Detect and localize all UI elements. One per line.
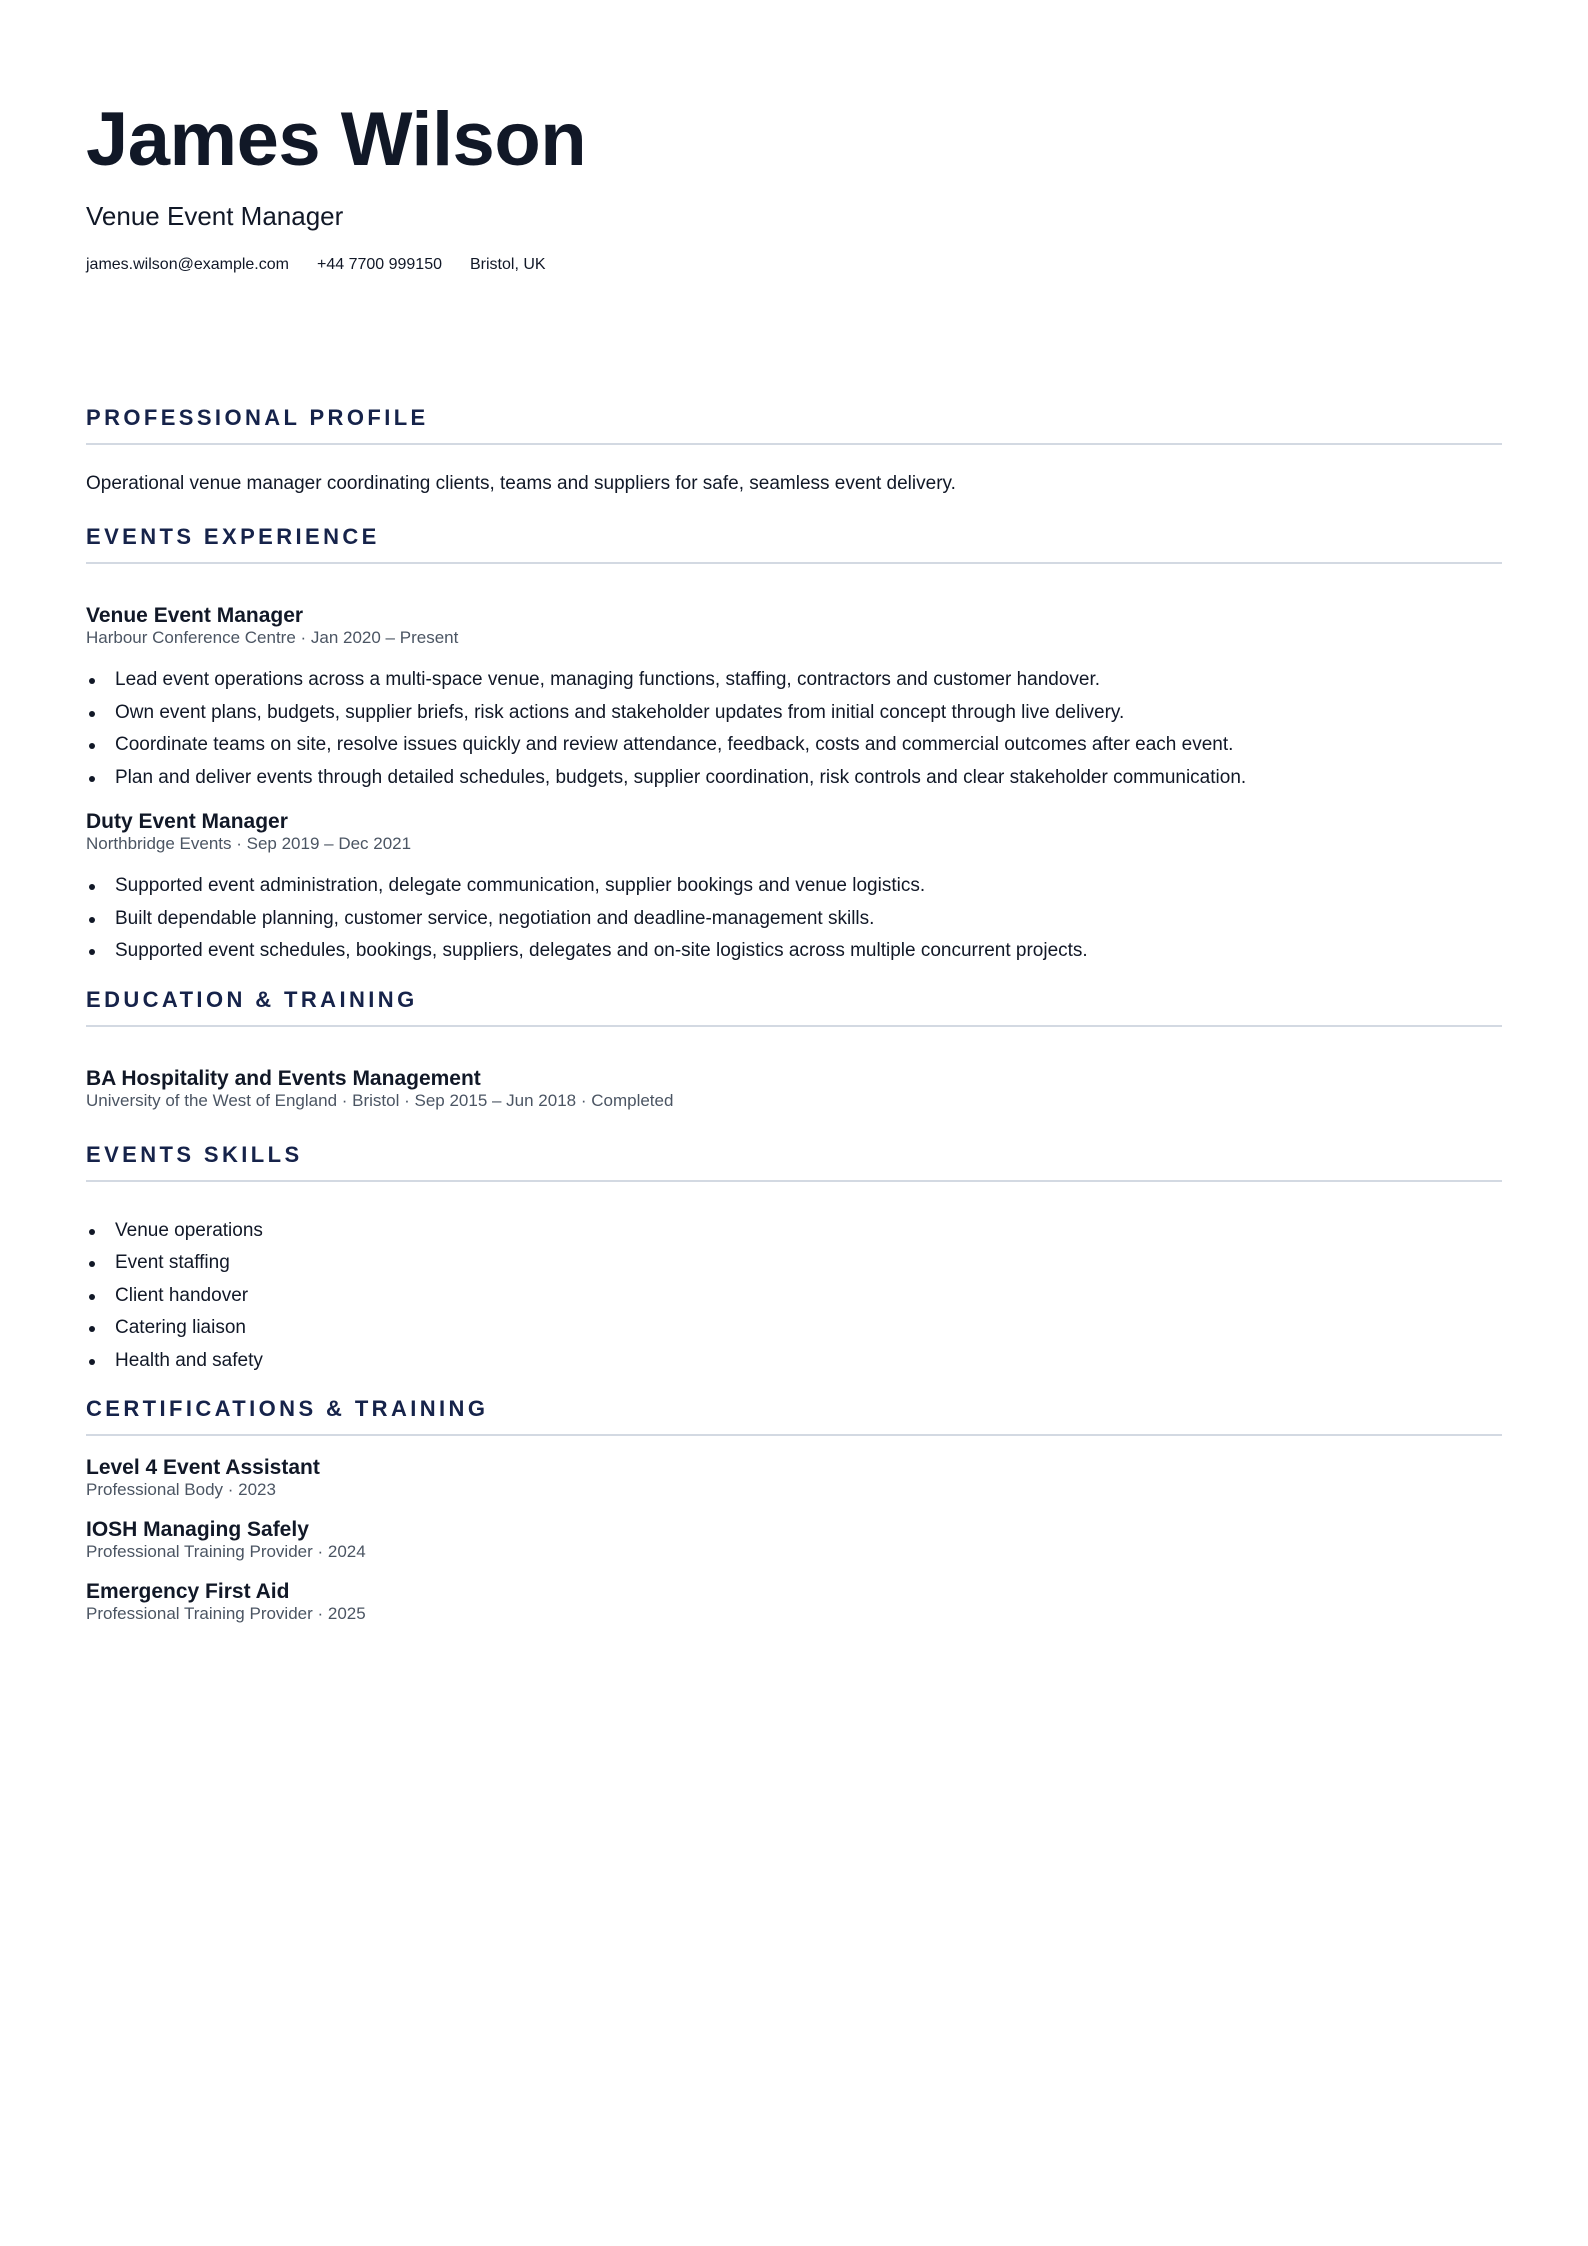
job-bullet: Supported event schedules, bookings, suppliers, delegates and on-site logistics across multiple concurrent projects. (86, 935, 1502, 968)
skill-item: Health and safety (86, 1345, 1502, 1378)
candidate-name: James Wilson (86, 97, 587, 182)
experience-heading: EVENTS EXPERIENCE (86, 523, 1502, 564)
skill-item: Catering liaison (86, 1312, 1502, 1345)
education-heading: EDUCATION & TRAINING (86, 986, 1502, 1027)
contact-phone: +44 7700 999150 (316, 256, 442, 273)
skills-heading: EVENTS SKILLS (86, 1141, 1502, 1182)
job-bullet: Built dependable planning, customer service, negotiation and deadline-management skills. (86, 903, 1502, 936)
candidate-role: Venue Event Manager (86, 201, 344, 231)
certifications-heading: CERTIFICATIONS & TRAINING (86, 1395, 1502, 1436)
education-meta: University of the West of England · Bristol · Sep 2015 – Jun 2018 · Completed (86, 1090, 674, 1110)
job-meta: Northbridge Events · Sep 2019 – Dec 2021 (86, 834, 412, 853)
resume-header (86, 96, 1502, 276)
job-bullet: Coordinate teams on site, resolve issues quickly and review attendance, feedback, costs and commercial outcomes after each event. (86, 729, 1502, 762)
certification-title: IOSH Managing Safely (86, 1518, 309, 1541)
profile-text: Operational venue manager coordinating clients, teams and suppliers for safe, seamless event delivery. (86, 473, 956, 494)
job-meta: Harbour Conference Centre · Jan 2020 – Present (86, 628, 459, 647)
certification-entry (86, 1580, 1502, 1624)
job-entry (86, 810, 1502, 968)
certification-meta: Professional Training Provider · 2025 (86, 1604, 366, 1623)
certifications-section (86, 1395, 1502, 1624)
job-title: Venue Event Manager (86, 604, 304, 627)
contact-email: james.wilson@example.com (86, 256, 289, 273)
skill-item: Client handover (86, 1280, 1502, 1313)
job-entry (86, 604, 1502, 794)
education-title: BA Hospitality and Events Management (86, 1066, 481, 1090)
skill-item: Event staffing (86, 1247, 1502, 1280)
certification-title: Emergency First Aid (86, 1580, 290, 1603)
job-bullets (86, 870, 1502, 968)
certification-meta: Professional Body · 2023 (86, 1480, 276, 1499)
experience-section (86, 523, 1502, 968)
skills-section (86, 1141, 1502, 1378)
job-bullet: Own event plans, budgets, supplier briefs, risk actions and stakeholder updates from initial concept through live delivery. (86, 697, 1502, 730)
skills-list (86, 1215, 1502, 1378)
job-bullet: Supported event administration, delegate communication, supplier bookings and venue logistics. (86, 870, 1502, 903)
certification-title: Level 4 Event Assistant (86, 1456, 320, 1479)
job-bullets (86, 664, 1502, 794)
certification-meta: Professional Training Provider · 2024 (86, 1542, 366, 1561)
certification-entry (86, 1456, 1502, 1500)
job-bullet: Lead event operations across a multi-space venue, managing functions, staffing, contractors and customer handover. (86, 664, 1502, 697)
certification-entry (86, 1518, 1502, 1562)
contact-line (86, 254, 1502, 276)
job-bullet: Plan and deliver events through detailed schedules, budgets, supplier coordination, risk controls and clear stakeholder communication. (86, 762, 1502, 795)
profile-heading: PROFESSIONAL PROFILE (86, 404, 1502, 445)
education-section (86, 986, 1502, 1111)
job-title: Duty Event Manager (86, 810, 288, 833)
skill-item: Venue operations (86, 1215, 1502, 1248)
education-entry (86, 1067, 1502, 1111)
contact-location: Bristol, UK (470, 256, 546, 273)
profile-section (86, 404, 1502, 497)
